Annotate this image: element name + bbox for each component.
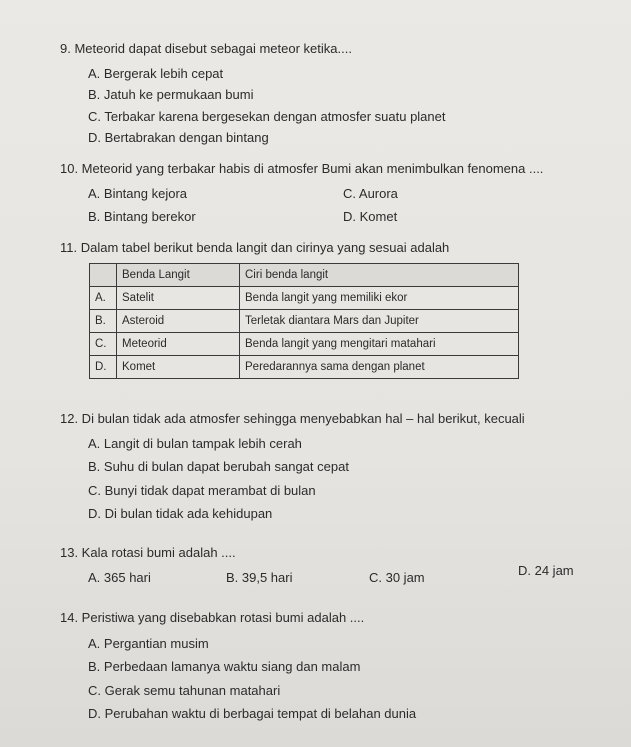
table-cell-trait: Terletak diantara Mars dan Jupiter bbox=[240, 310, 519, 333]
celestial-bodies-table bbox=[89, 263, 519, 379]
table-row bbox=[90, 287, 519, 310]
table-header-row bbox=[90, 264, 519, 287]
table-header-benda: Benda Langit bbox=[117, 264, 240, 287]
q14-option-b: B. Perbedaan lamanya waktu siang dan malam bbox=[88, 659, 361, 674]
q12-stem: 12. Di bulan tidak ada atmosfer sehingga menyebabkan hal – hal berikut, kecuali bbox=[60, 411, 525, 426]
q13-stem: 13. Kala rotasi bumi adalah .... bbox=[60, 545, 236, 560]
q14-option-a: A. Pergantian musim bbox=[88, 636, 209, 651]
q11-stem: 11. Dalam tabel berikut benda langit dan cirinya yang sesuai adalah bbox=[60, 240, 450, 255]
q13-option-c: C. 30 jam bbox=[369, 570, 425, 585]
q10-option-c: C. Aurora bbox=[343, 186, 398, 201]
table-header-blank bbox=[90, 264, 117, 287]
table-cell-trait: Benda langit yang memiliki ekor bbox=[240, 287, 519, 310]
table-cell-letter: A. bbox=[90, 287, 117, 310]
table-cell-body: Meteorid bbox=[117, 333, 240, 356]
table-cell-body: Satelit bbox=[117, 287, 240, 310]
table-header-ciri: Ciri benda langit bbox=[240, 264, 519, 287]
q12-option-a: A. Langit di bulan tampak lebih cerah bbox=[88, 436, 302, 451]
q14-stem: 14. Peristiwa yang disebabkan rotasi bumi adalah .... bbox=[60, 610, 365, 625]
table-cell-letter: B. bbox=[90, 310, 117, 333]
q12-option-c: C. Bunyi tidak dapat merambat di bulan bbox=[88, 483, 316, 498]
table-row bbox=[90, 333, 519, 356]
q13-option-b: B. 39,5 hari bbox=[226, 570, 293, 585]
q13-option-a: A. 365 hari bbox=[88, 570, 151, 585]
q14-option-d: D. Perubahan waktu di berbagai tempat di belahan dunia bbox=[88, 706, 417, 721]
q14-option-c: C. Gerak semu tahunan matahari bbox=[88, 683, 281, 698]
q10-option-b: B. Bintang berekor bbox=[88, 209, 196, 224]
q9-stem: 9. Meteorid dapat disebut sebagai meteor ketika.... bbox=[60, 41, 352, 56]
table-cell-trait: Benda langit yang mengitari matahari bbox=[240, 333, 519, 356]
table-cell-body: Komet bbox=[117, 356, 240, 379]
q12-option-d: D. Di bulan tidak ada kehidupan bbox=[88, 506, 273, 521]
q9-option-a: A. Bergerak lebih cepat bbox=[88, 66, 224, 81]
table-row bbox=[90, 356, 519, 379]
q10-stem: 10. Meteorid yang terbakar habis di atmosfer Bumi akan menimbulkan fenomena .... bbox=[60, 161, 544, 176]
table-row bbox=[90, 310, 519, 333]
q9-option-d: D. Bertabrakan dengan bintang bbox=[88, 130, 269, 145]
q9-option-c: C. Terbakar karena bergesekan dengan atmosfer suatu planet bbox=[88, 109, 446, 124]
table-cell-trait: Peredarannya sama dengan planet bbox=[240, 356, 519, 379]
table-cell-body: Asteroid bbox=[117, 310, 240, 333]
q10-option-d: D. Komet bbox=[343, 209, 398, 224]
q10-option-a: A. Bintang kejora bbox=[88, 186, 188, 201]
q9-option-b: B. Jatuh ke permukaan bumi bbox=[88, 87, 254, 102]
table-cell-letter: D. bbox=[90, 356, 117, 379]
q13-option-d: D. 24 jam bbox=[518, 563, 574, 578]
q12-option-b: B. Suhu di bulan dapat berubah sangat cepat bbox=[88, 459, 349, 474]
table-cell-letter: C. bbox=[90, 333, 117, 356]
